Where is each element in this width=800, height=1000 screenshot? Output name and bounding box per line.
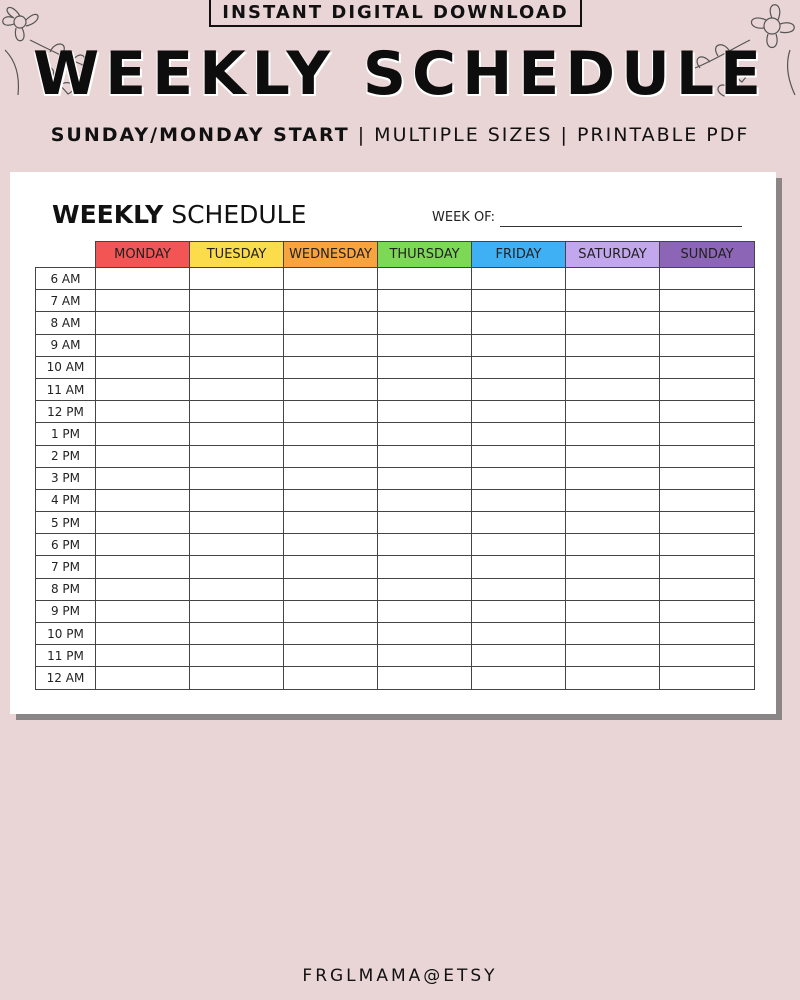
instant-download-badge: INSTANT DIGITAL DOWNLOAD (209, 0, 582, 27)
schedule-cell[interactable] (660, 578, 755, 600)
day-header-monday: MONDAY (96, 242, 190, 268)
schedule-cell[interactable] (190, 334, 284, 356)
schedule-cell[interactable] (472, 489, 566, 511)
page-title: WEEKLY SCHEDULE (32, 39, 768, 109)
schedule-cell[interactable] (96, 290, 190, 312)
schedule-cell[interactable] (284, 334, 378, 356)
schedule-cell[interactable] (472, 534, 566, 556)
schedule-cell[interactable] (660, 312, 755, 334)
sheet-title-bold: WEEKLY (52, 200, 164, 229)
corner-cell (36, 242, 96, 268)
schedule-cell[interactable] (660, 600, 755, 622)
schedule-cell[interactable] (190, 467, 284, 489)
schedule-cell[interactable] (472, 667, 566, 689)
schedule-cell[interactable] (284, 467, 378, 489)
schedule-cell[interactable] (378, 290, 472, 312)
schedule-cell[interactable] (96, 667, 190, 689)
schedule-cell[interactable] (660, 467, 755, 489)
schedule-cell[interactable] (96, 578, 190, 600)
time-label: 10 AM (36, 356, 96, 378)
schedule-cell[interactable] (190, 423, 284, 445)
day-header-tuesday: TUESDAY (190, 242, 284, 268)
table-row (36, 645, 755, 667)
schedule-cell[interactable] (378, 378, 472, 400)
schedule-cell[interactable] (566, 334, 660, 356)
schedule-cell[interactable] (472, 600, 566, 622)
schedule-cell[interactable] (378, 623, 472, 645)
table-row (36, 512, 755, 534)
table-row (36, 534, 755, 556)
schedule-cell[interactable] (566, 378, 660, 400)
schedule-cell[interactable] (566, 578, 660, 600)
schedule-cell[interactable] (378, 578, 472, 600)
schedule-cell[interactable] (566, 667, 660, 689)
time-label: 11 PM (36, 645, 96, 667)
table-row (36, 600, 755, 622)
table-row (36, 290, 755, 312)
schedule-cell[interactable] (96, 534, 190, 556)
schedule-cell[interactable] (566, 401, 660, 423)
table-row (36, 489, 755, 511)
schedule-cell[interactable] (190, 401, 284, 423)
schedule-cell[interactable] (566, 423, 660, 445)
schedule-cell[interactable] (378, 667, 472, 689)
table-row (36, 467, 755, 489)
time-label: 3 PM (36, 467, 96, 489)
time-label: 8 AM (36, 312, 96, 334)
schedule-cell[interactable] (566, 512, 660, 534)
week-of-line (500, 226, 742, 227)
table-row (36, 445, 755, 467)
schedule-cell[interactable] (660, 445, 755, 467)
schedule-cell[interactable] (190, 290, 284, 312)
schedule-cell[interactable] (284, 578, 378, 600)
schedule-cell[interactable] (284, 290, 378, 312)
sheet-title-rest: SCHEDULE (163, 200, 307, 229)
time-label: 1 PM (36, 423, 96, 445)
schedule-cell[interactable] (190, 312, 284, 334)
schedule-cell[interactable] (190, 578, 284, 600)
schedule-cell[interactable] (472, 378, 566, 400)
schedule-cell[interactable] (284, 268, 378, 290)
schedule-cell[interactable] (190, 356, 284, 378)
schedule-cell[interactable] (378, 312, 472, 334)
schedule-cell[interactable] (190, 445, 284, 467)
schedule-cell[interactable] (190, 600, 284, 622)
schedule-cell[interactable] (660, 378, 755, 400)
subtitle (0, 124, 800, 146)
schedule-cell[interactable] (96, 356, 190, 378)
schedule-cell[interactable] (284, 512, 378, 534)
schedule-cell[interactable] (96, 489, 190, 511)
schedule-cell[interactable] (96, 512, 190, 534)
schedule-cell[interactable] (566, 290, 660, 312)
schedule-cell[interactable] (660, 290, 755, 312)
time-label: 6 PM (36, 534, 96, 556)
subtitle-features: | MULTIPLE SIZES | PRINTABLE PDF (349, 124, 750, 146)
schedule-cell[interactable] (378, 268, 472, 290)
schedule-cell[interactable] (96, 645, 190, 667)
schedule-cell[interactable] (190, 667, 284, 689)
table-row (36, 423, 755, 445)
schedule-cell[interactable] (472, 512, 566, 534)
schedule-cell[interactable] (566, 356, 660, 378)
schedule-cell[interactable] (472, 467, 566, 489)
schedule-cell[interactable] (96, 378, 190, 400)
schedule-cell[interactable] (284, 667, 378, 689)
schedule-cell[interactable] (284, 445, 378, 467)
time-label: 5 PM (36, 512, 96, 534)
schedule-cell[interactable] (566, 467, 660, 489)
day-header-row (36, 242, 755, 268)
table-row (36, 556, 755, 578)
sheet-title (52, 200, 306, 229)
table-row (36, 356, 755, 378)
schedule-cell[interactable] (566, 600, 660, 622)
table-row (36, 312, 755, 334)
table-row (36, 623, 755, 645)
schedule-cell[interactable] (660, 401, 755, 423)
subtitle-start-option: SUNDAY/MONDAY START (50, 124, 350, 146)
schedule-cell[interactable] (378, 600, 472, 622)
time-label: 12 PM (36, 401, 96, 423)
schedule-cell[interactable] (472, 578, 566, 600)
schedule-cell[interactable] (472, 623, 566, 645)
schedule-cell[interactable] (378, 645, 472, 667)
schedule-cell[interactable] (284, 401, 378, 423)
schedule-sheet (10, 172, 776, 714)
schedule-cell[interactable] (378, 534, 472, 556)
schedule-cell[interactable] (566, 312, 660, 334)
schedule-cell[interactable] (660, 556, 755, 578)
schedule-cell[interactable] (660, 334, 755, 356)
schedule-cell[interactable] (660, 356, 755, 378)
time-rows (36, 268, 755, 690)
day-header-thursday: THURSDAY (378, 242, 472, 268)
table-row (36, 268, 755, 290)
time-label: 7 AM (36, 290, 96, 312)
table-row (36, 334, 755, 356)
schedule-cell[interactable] (284, 489, 378, 511)
schedule-cell[interactable] (190, 556, 284, 578)
time-label: 12 AM (36, 667, 96, 689)
schedule-cell[interactable] (378, 467, 472, 489)
schedule-cell[interactable] (566, 445, 660, 467)
schedule-cell[interactable] (660, 423, 755, 445)
schedule-cell[interactable] (660, 534, 755, 556)
schedule-cell[interactable] (284, 312, 378, 334)
time-label: 8 PM (36, 578, 96, 600)
schedule-cell[interactable] (660, 268, 755, 290)
schedule-cell[interactable] (96, 334, 190, 356)
schedule-cell[interactable] (284, 556, 378, 578)
schedule-cell[interactable] (284, 600, 378, 622)
schedule-cell[interactable] (660, 489, 755, 511)
schedule-cell[interactable] (378, 489, 472, 511)
schedule-cell[interactable] (96, 556, 190, 578)
schedule-cell[interactable] (472, 445, 566, 467)
schedule-cell[interactable] (284, 645, 378, 667)
schedule-cell[interactable] (378, 556, 472, 578)
schedule-cell[interactable] (472, 556, 566, 578)
schedule-cell[interactable] (96, 623, 190, 645)
schedule-cell[interactable] (96, 423, 190, 445)
schedule-cell[interactable] (378, 512, 472, 534)
week-of-label: WEEK OF: (432, 210, 496, 225)
schedule-cell[interactable] (96, 312, 190, 334)
schedule-cell[interactable] (566, 623, 660, 645)
schedule-cell[interactable] (566, 534, 660, 556)
schedule-cell[interactable] (284, 534, 378, 556)
schedule-cell[interactable] (378, 423, 472, 445)
time-label: 10 PM (36, 623, 96, 645)
schedule-cell[interactable] (472, 290, 566, 312)
schedule-cell[interactable] (190, 268, 284, 290)
day-header-sunday: SUNDAY (660, 242, 755, 268)
table-row (36, 401, 755, 423)
schedule-cell[interactable] (96, 268, 190, 290)
schedule-cell[interactable] (472, 423, 566, 445)
table-row (36, 378, 755, 400)
schedule-cell[interactable] (378, 334, 472, 356)
schedule-cell[interactable] (96, 600, 190, 622)
schedule-cell[interactable] (472, 268, 566, 290)
schedule-cell[interactable] (566, 489, 660, 511)
schedule-cell[interactable] (190, 645, 284, 667)
schedule-cell[interactable] (284, 623, 378, 645)
time-label: 9 PM (36, 600, 96, 622)
time-label: 9 AM (36, 334, 96, 356)
schedule-cell[interactable] (190, 489, 284, 511)
schedule-cell[interactable] (472, 401, 566, 423)
day-header-friday: FRIDAY (472, 242, 566, 268)
schedule-cell[interactable] (378, 401, 472, 423)
schedule-cell[interactable] (96, 467, 190, 489)
schedule-cell[interactable] (284, 378, 378, 400)
schedule-cell[interactable] (378, 356, 472, 378)
time-label: 11 AM (36, 378, 96, 400)
schedule-cell[interactable] (660, 645, 755, 667)
schedule-cell[interactable] (96, 401, 190, 423)
schedule-cell[interactable] (660, 512, 755, 534)
time-label: 2 PM (36, 445, 96, 467)
schedule-cell[interactable] (190, 378, 284, 400)
schedule-cell[interactable] (190, 534, 284, 556)
schedule-cell[interactable] (566, 268, 660, 290)
time-label: 4 PM (36, 489, 96, 511)
table-row (36, 578, 755, 600)
schedule-cell[interactable] (472, 356, 566, 378)
schedule-cell[interactable] (190, 512, 284, 534)
schedule-cell[interactable] (284, 356, 378, 378)
schedule-cell[interactable] (472, 312, 566, 334)
schedule-cell[interactable] (660, 623, 755, 645)
schedule-cell[interactable] (566, 645, 660, 667)
schedule-cell[interactable] (284, 423, 378, 445)
day-header-saturday: SATURDAY (566, 242, 660, 268)
table-row (36, 667, 755, 689)
schedule-cell[interactable] (660, 667, 755, 689)
schedule-cell[interactable] (96, 445, 190, 467)
footer-credit: FRGLMAMA@ETSY (302, 966, 498, 986)
day-header-wednesday: WEDNESDAY (284, 242, 378, 268)
time-label: 6 AM (36, 268, 96, 290)
schedule-cell[interactable] (378, 445, 472, 467)
time-label: 7 PM (36, 556, 96, 578)
schedule-cell[interactable] (566, 556, 660, 578)
schedule-cell[interactable] (472, 645, 566, 667)
schedule-table (35, 241, 755, 690)
schedule-cell[interactable] (472, 334, 566, 356)
schedule-cell[interactable] (190, 623, 284, 645)
